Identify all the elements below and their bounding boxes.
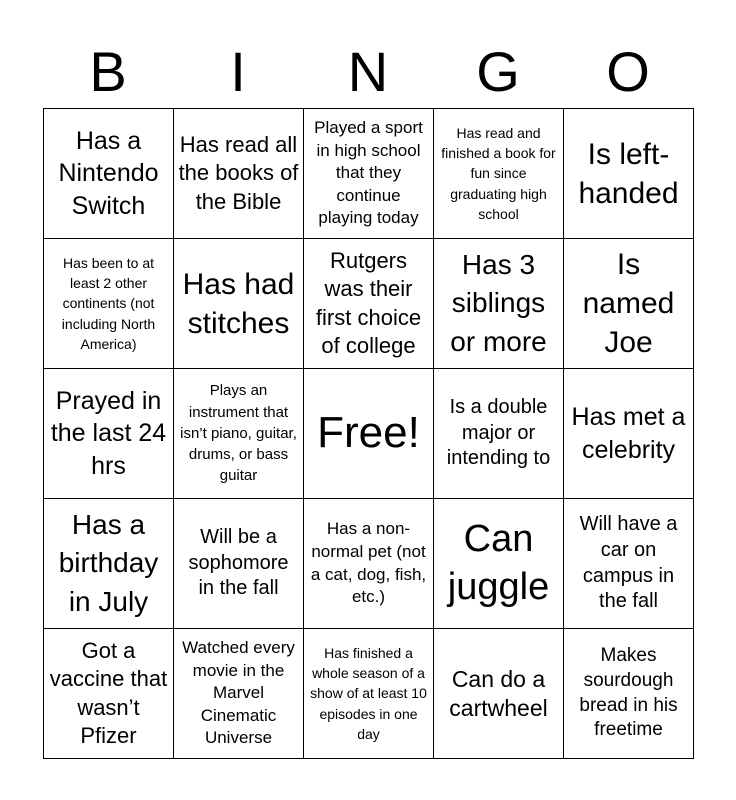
cell-text: Has read all the books of the Bible xyxy=(178,132,299,214)
bingo-cell[interactable] xyxy=(304,629,434,759)
bingo-cell[interactable] xyxy=(564,629,694,759)
bingo-cell[interactable] xyxy=(174,109,304,239)
bingo-cell[interactable] xyxy=(564,369,694,499)
header-letter-b: B xyxy=(89,40,127,103)
bingo-cell[interactable] xyxy=(174,629,304,759)
cell-text: Can do a cartwheel xyxy=(449,665,548,721)
cell-text: Has had stitches xyxy=(182,267,295,340)
cell-text: Will have a car on campus in the fall xyxy=(579,513,678,613)
cell-text: Is left-handed xyxy=(578,137,679,210)
cell-text: Can juggle xyxy=(447,518,550,608)
cell-text: Is a double major or intending to xyxy=(446,396,551,470)
bingo-cell[interactable] xyxy=(44,499,174,629)
free-space-text: Free! xyxy=(317,408,420,458)
bingo-cell[interactable] xyxy=(564,239,694,369)
bingo-cell[interactable] xyxy=(44,109,174,239)
cell-text: Will be a sophomore in the fall xyxy=(188,526,289,600)
free-space-cell[interactable] xyxy=(304,369,434,499)
cell-text: Watched every movie in the Marvel Cinematic Universe xyxy=(182,637,295,748)
bingo-cell[interactable] xyxy=(304,239,434,369)
bingo-header xyxy=(43,36,693,108)
bingo-cell[interactable] xyxy=(564,109,694,239)
header-letter-g: G xyxy=(476,40,520,103)
cell-text: Has a non-normal pet (not a cat, dog, fish, etc.) xyxy=(310,519,427,607)
cell-text: Rutgers was their first choice of college xyxy=(315,248,422,358)
bingo-cell[interactable] xyxy=(44,239,174,369)
bingo-cell[interactable] xyxy=(44,629,174,759)
cell-text: Has a Nintendo Switch xyxy=(58,126,159,220)
cell-text: Has read and finished a book for fun since graduating high school xyxy=(441,124,556,222)
cell-text: Prayed in the last 24 hrs xyxy=(50,386,167,480)
header-letter-o: O xyxy=(606,40,650,103)
bingo-cell[interactable] xyxy=(434,109,564,239)
bingo-cell[interactable] xyxy=(434,629,564,759)
cell-text: Has met a celebrity xyxy=(571,403,686,464)
bingo-card-grid xyxy=(43,108,694,759)
bingo-cell[interactable] xyxy=(174,239,304,369)
cell-text: Plays an instrument that isn’t piano, guitar, drums, or bass guitar xyxy=(180,382,297,485)
bingo-cell[interactable] xyxy=(304,109,434,239)
bingo-cell[interactable] xyxy=(434,239,564,369)
cell-text: Makes sourdough bread in his freetime xyxy=(579,645,678,741)
header-letter-n: N xyxy=(347,40,389,103)
bingo-cell[interactable] xyxy=(564,499,694,629)
cell-text: Played a sport in high school that they continue playing today xyxy=(314,117,423,228)
bingo-cell[interactable] xyxy=(304,499,434,629)
cell-text: Has finished a whole season of a show of at least 10 episodes in one day xyxy=(310,644,427,742)
cell-text: Has 3 siblings or more xyxy=(450,248,547,357)
cell-text: Is named Joe xyxy=(582,248,675,359)
cell-text: Got a vaccine that wasn’t Pfizer xyxy=(49,638,168,748)
cell-text: Has been to at least 2 other continents (not including North America) xyxy=(61,254,156,352)
cell-text: Has a birthday in July xyxy=(58,508,159,617)
bingo-cell[interactable] xyxy=(174,369,304,499)
bingo-cell[interactable] xyxy=(44,369,174,499)
bingo-cell[interactable] xyxy=(434,499,564,629)
bingo-cell[interactable] xyxy=(174,499,304,629)
bingo-cell[interactable] xyxy=(434,369,564,499)
header-letter-i: I xyxy=(230,40,246,103)
